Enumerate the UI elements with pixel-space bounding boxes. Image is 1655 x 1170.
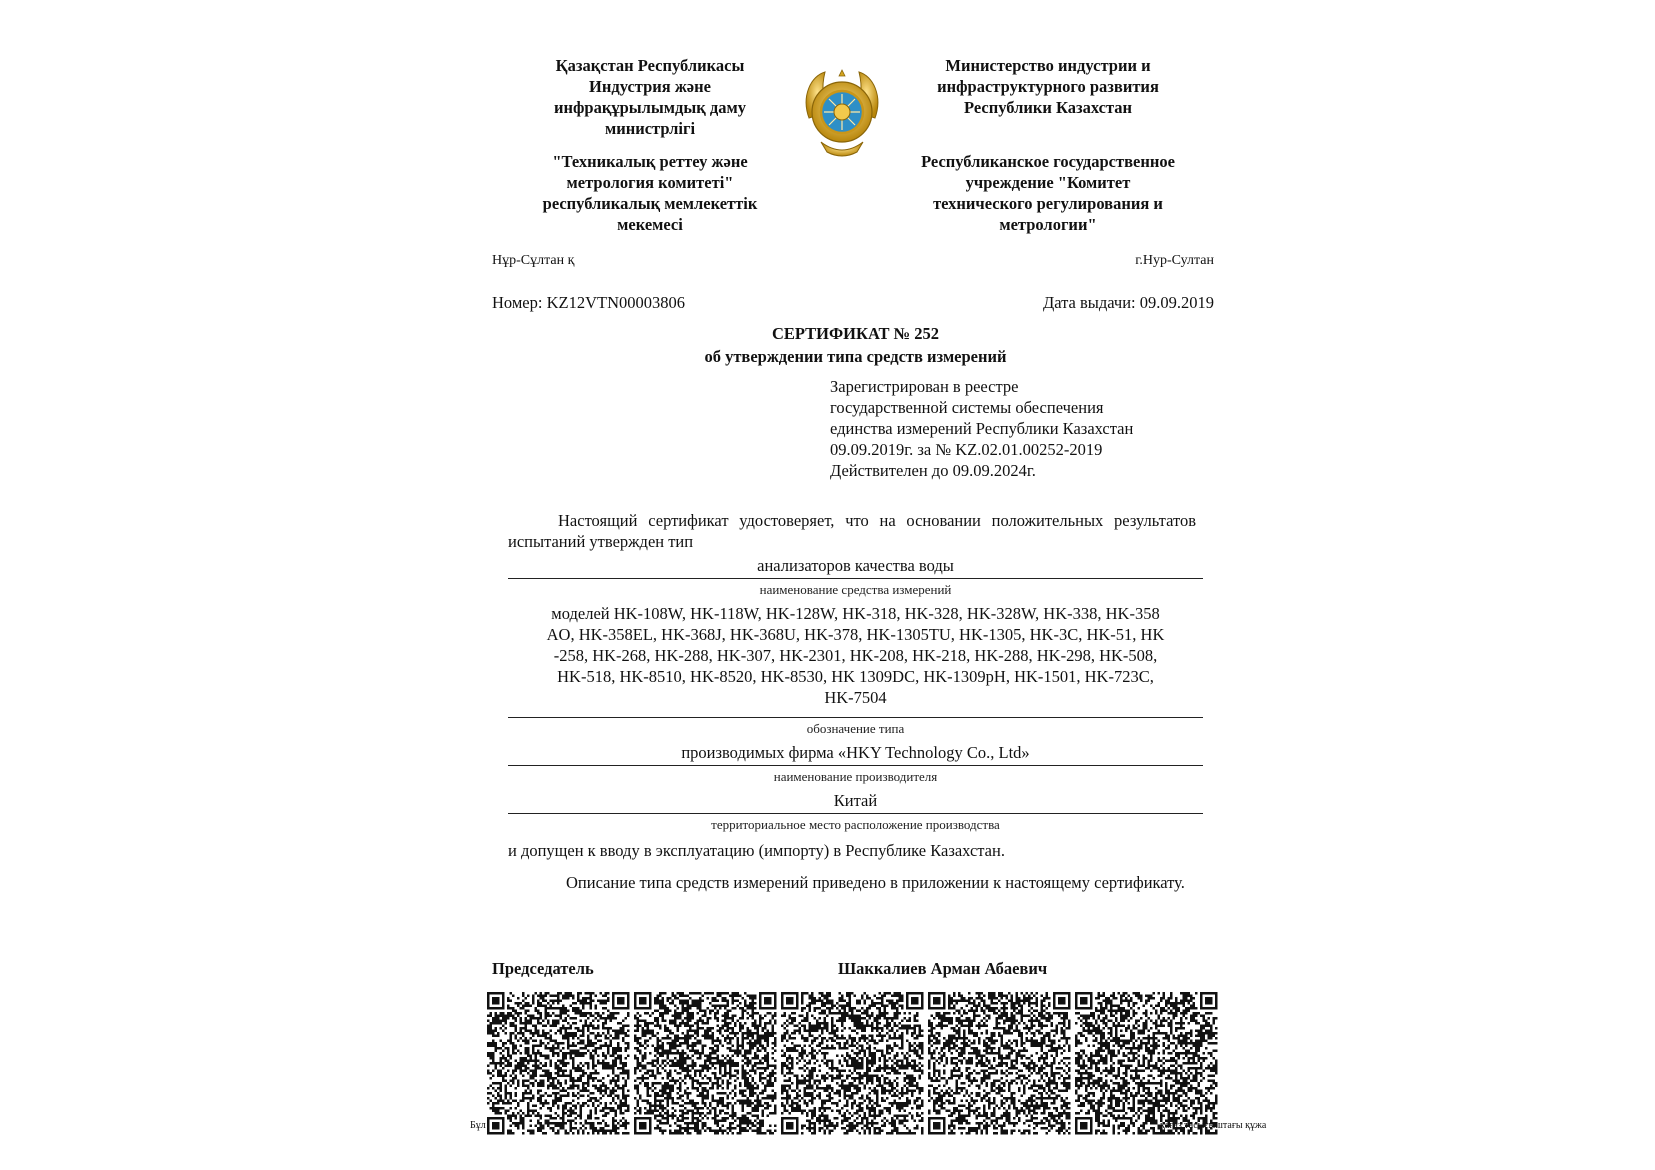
instrument-name: анализаторов качества воды [757,556,954,575]
models-line: HK-518, HK-8510, HK-8520, HK-8530, HK 1309DC, HK-1309pH, HK-1501, HK-723C, [557,667,1154,686]
header-kz-line: мекемесі [617,215,683,234]
header-kz-committee [500,151,800,235]
header-ru-line: Министерство индустрии и [945,56,1151,75]
certificate-title: СЕРТИФИКАТ № 252 [771,324,940,343]
header-ru-ministry [888,55,1208,118]
qr-code [928,992,1071,1130]
header-kz-line: инфрақұрылымдық даму [554,98,746,117]
kazakhstan-emblem-icon [799,68,885,158]
header-ru-line: учреждение "Комитет [965,173,1131,192]
country-caption: территориальное место расположение производства [711,817,1000,832]
city-ru: г.Нур-Султан [1135,253,1214,268]
divider [508,578,1203,579]
signer-position: Председатель [492,959,594,978]
certificate-number: Номер: KZ12VTN00003806 [492,293,685,312]
models-line: AO, HK-358EL, HK-368J, HK-368U, HK-378, HK-1305TU, HK-1305, HK-3C, HK-51, HK [546,625,1165,644]
header-kz-ministry [500,55,800,139]
qr-code [634,992,777,1130]
header-kz-line: Индустрия және [589,77,711,96]
header-ru-line: технического регулирования и [933,194,1163,213]
registry-line: 09.09.2019г. за № KZ.02.01.00252-2019 [830,440,1103,459]
divider [508,765,1203,766]
models-block [508,603,1203,708]
header-ru-line: Республики Казахстан [963,98,1133,117]
models-caption: обозначение типа [806,721,905,736]
admitted-text: и допущен к вводу в эксплуатацию (импорту) в Республике Казахстан. [508,841,1005,860]
models-line: HK-7504 [824,688,887,707]
registry-line: Действителен до 09.09.2024г. [830,461,1036,480]
footer-note-left: Бұл [470,1120,486,1131]
header-kz-line: министрлігі [604,119,696,138]
registry-line: Зарегистрирован в реестре [830,377,1019,396]
intro-paragraph: Настоящий сертификат удостоверяет, что на основании положительных результатов испытаний утвержден тип [508,511,1196,551]
issue-date: Дата выдачи: 09.09.2019 [1042,293,1214,312]
city-kz: Нұр-Сұлтан қ [492,253,575,268]
header-ru-committee [888,151,1208,235]
manufacturer: производимых фирма «HKY Technology Co., Ltd» [681,743,1030,762]
header-kz-line: республикалық мемлекеттік [542,194,758,213]
header-kz-line: "Техникалық реттеу және [552,152,748,171]
models-line: моделей HK-108W, HK-118W, HK-128W, HK-318, HK-328, HK-328W, HK-338, HK-358 [551,604,1160,623]
divider [508,717,1203,718]
qr-code [1075,992,1218,1130]
qr-code [781,992,924,1130]
registry-line: государственной системы обеспечения [830,398,1104,417]
instrument-name-caption: наименование средства измерений [759,582,952,597]
footer-note-right: қағаз тасығыштағы құжа [1160,1120,1267,1131]
manufacturer-caption: наименование производителя [773,769,938,784]
header-kz-line: метрология комитеті" [566,173,734,192]
registry-line: единства измерений Республики Казахстан [830,419,1134,438]
qr-code [487,992,630,1130]
header-ru-line: метрологии" [999,215,1097,234]
certificate-subtitle: об утверждении типа средств измерений [704,347,1007,366]
header-ru-line: Республиканское государственное [921,152,1175,171]
signer-name: Шаккалиев Арман Абаевич [838,959,1048,978]
header-kz-line: Қазақстан Республикасы [555,56,745,75]
divider [508,813,1203,814]
country: Китай [833,791,878,810]
models-line: -258, HK-268, HK-288, HK-307, HK-2301, HK-208, HK-218, HK-288, HK-298, HK-508, [553,646,1158,665]
registry-block [830,376,1210,481]
header-ru-line: инфраструктурного развития [937,77,1159,96]
description-paragraph: Описание типа средств измерений приведено в приложении к настоящему сертификату. [566,873,1185,892]
